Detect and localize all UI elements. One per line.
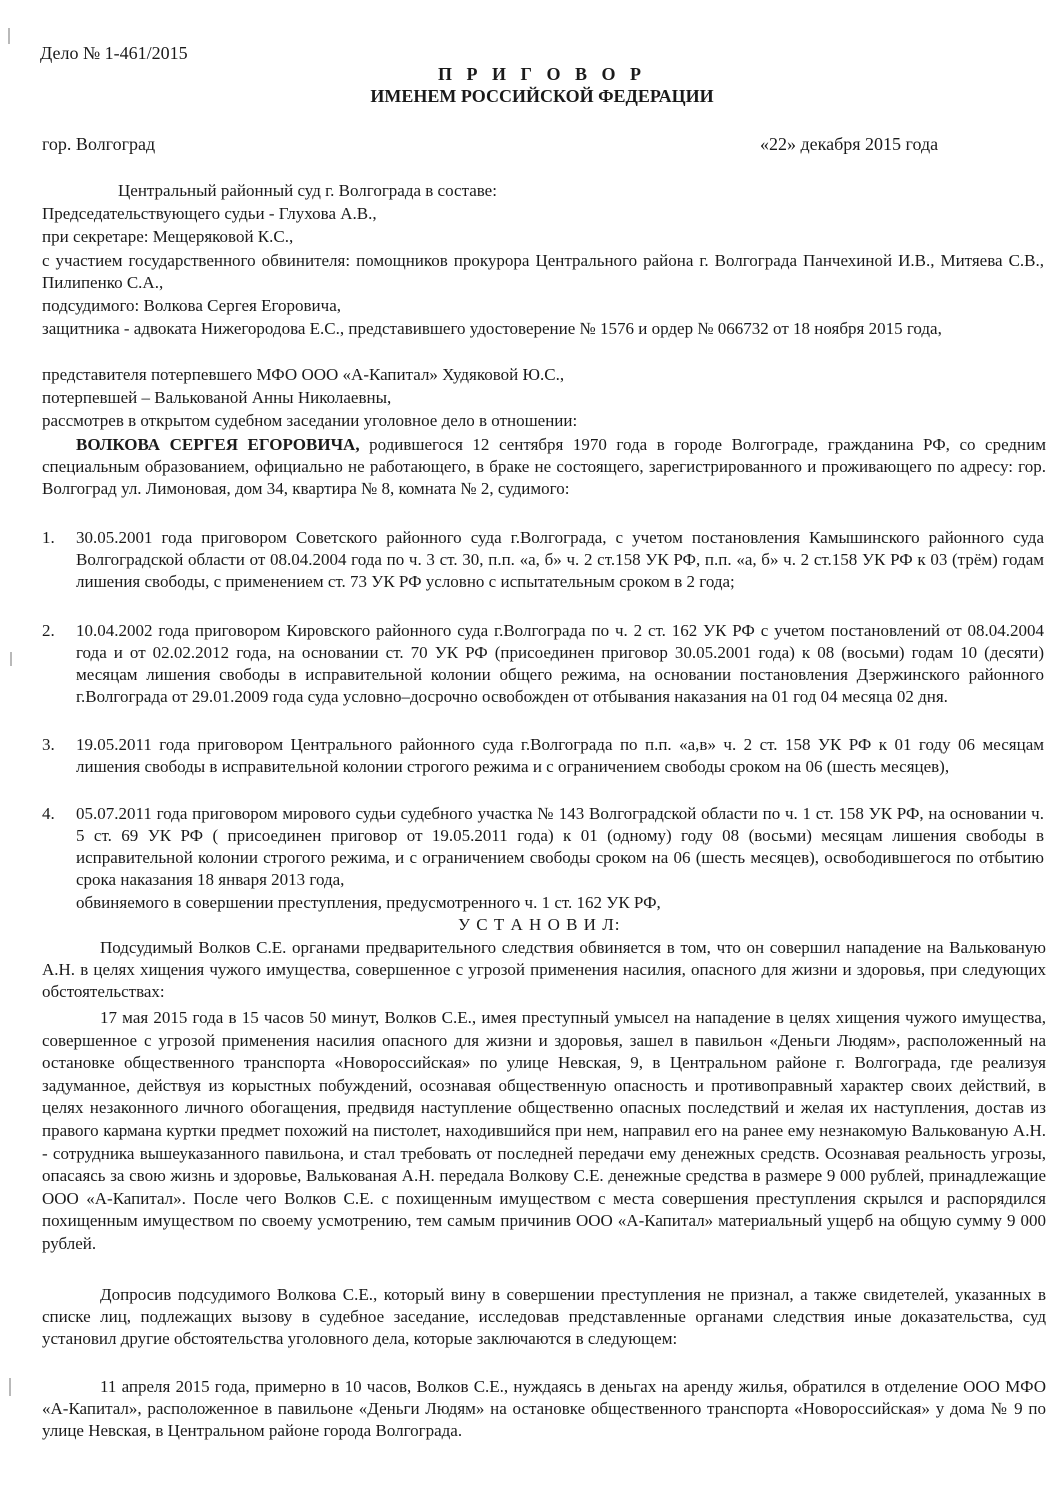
- court-line: при секретаре: Мещеряковой К.С.,: [42, 227, 294, 246]
- court-line: с участием государственного обвинителя: помощников прокурора Центрального района г. Волгограда Панчехиной И.В., Митяева С.В., Пилипенко С.А.,: [42, 251, 1044, 292]
- city: гор. Волгоград: [42, 134, 156, 154]
- scan-mark-top: [8, 28, 10, 44]
- defendant-block: [42, 434, 1046, 500]
- scan-mark-middle: [10, 652, 12, 666]
- case-number: Дело № 1-461/2015: [40, 43, 188, 63]
- court-line: потерпевшей – Валькованой Анны Николаевны,: [42, 388, 392, 407]
- conviction-number: 4.: [42, 804, 55, 823]
- document-date: «22» декабря 2015 года: [760, 134, 939, 154]
- court-line: рассмотрев в открытом судебном заседании уголовное дело в отношении:: [42, 411, 578, 430]
- scan-mark-lower: [9, 1378, 11, 1396]
- document-subtitle: ИМЕНЕМ РОССИЙСКОЙ ФЕДЕРАЦИИ: [370, 86, 714, 106]
- court-line: представителя потерпевшего МФО ООО «А-Капитал» Худяковой Ю.С.,: [42, 365, 565, 384]
- document-title: П Р И Г О В О Р: [438, 64, 646, 84]
- defendant-details: родившегося 12 сентября 1970 года в городе Волгограде, гражданина РФ, со средним специальным образованием, официально не работающего, в браке не состоящего, зарегистрированного и проживающего по адресу: гор. Волгоград ул. Лимоновая, дом 34, квартира № 8, комната № 2, судимого:: [42, 435, 1046, 498]
- conviction-number: 3.: [42, 735, 55, 754]
- established-heading: У С Т А Н О В И Л:: [458, 915, 621, 934]
- paragraph: Подсудимый Волков С.Е. органами предварительного следствия обвиняется в том, что он совершил нападение на Валькованую А.Н. в целях хищения чужого имущества, совершенное с угрозой применения насилия, опасного для жизни и здоровья, при следующих обстоятельствах:: [42, 938, 1046, 1001]
- conviction-text: 30.05.2001 года приговором Советского районного суда г.Волгограда, с учетом постановления Камышинского районного суда Волгоградской области от 08.04.2004 года по ч. 3 ст. 30, п.п. «а, б» ч. 2 ст.158 УК РФ, п.п. «а, б» ч. 2 ст.158 УК РФ к 03 (трём) годам лишения свободы, с применением ст. 73 УК РФ условно с испытательным сроком в 2 года;: [76, 528, 1044, 591]
- court-line: защитника - адвоката Нижегородова Е.С., представившего удостоверение № 1576 и ордер № 066732 от 18 ноября 2015 года,: [42, 319, 942, 338]
- court-line: Председательствующего судьи - Глухова А.В.,: [42, 204, 377, 223]
- conviction-text: 10.04.2002 года приговором Кировского районного суда г.Волгограда по ч. 2 ст. 162 УК РФ с учетом постановлений от 08.04.2004 года и от 02.02.2012 года, на основании ст. 70 УК РФ (присоединен приговор 30.05.2001 года) к 08 (восьми) годам 10 (десяти) месяцам лишения свободы в исправительной колонии общего режима, на основании постановления Дзержинского районного г.Волгограда от 29.01.2009 года суда условно–досрочно освобожден от отбывания наказания на 01 год 04 месяца 02 дня.: [76, 621, 1044, 706]
- conviction-text: 05.07.2011 года приговором мирового судьи судебного участка № 143 Волгоградской области по ч. 1 ст. 158 УК РФ, на основании ч. 5 ст. 69 УК РФ ( присоединен приговор от 19.05.2011 года) к 01 (одному) году 08 (восьми) месяцам лишения свободы в исправительной колонии строгого режима, и с ограничением свободы сроком на 06 (шесть месяцев), освободившегося по отбытию срока наказания 18 января 2013 года,: [76, 804, 1044, 889]
- paragraph: Допросив подсудимого Волкова С.Е., который вину в совершении преступления не признал, а также свидетелей, указанных в списке лиц, подлежащих вызову в судебное заседание, исследовав представленные органами следствия иные доказательства, суд установил другие обстоятельства уголовного дела, которые заключаются в следующем:: [42, 1285, 1046, 1348]
- conviction-text: 19.05.2011 года приговором Центрального районного суда г.Волгограда по п.п. «а,в» ч. 2 ст. 158 УК РФ к 01 году 06 месяцам лишения свободы в исправительной колонии строгого режима и с ограничением свободы сроком на 06 (шесть месяцев),: [76, 735, 1044, 776]
- conviction-number: 2.: [42, 621, 55, 640]
- charge: обвиняемого в совершении преступления, предусмотренного ч. 1 ст. 162 УК РФ,: [76, 893, 661, 912]
- court-line: подсудимого: Волкова Сергея Егоровича,: [42, 296, 341, 315]
- defendant-name: ВОЛКОВА СЕРГЕЯ ЕГОРОВИЧА,: [76, 435, 360, 454]
- court-line: Центральный районный суд г. Волгограда в составе:: [118, 181, 497, 200]
- conviction-number: 1.: [42, 528, 55, 547]
- paragraph: 17 мая 2015 года в 15 часов 50 минут, Волков С.Е., имея преступный умысел на нападение в целях хищения чужого имущества, совершенное с угрозой применения насилия опасного для жизни и здоровья, зашел в павильон «Деньги Людям», расположенный на остановке общественного транспорта «Новороссийская» по улице Невская, 9, в Центральном районе г. Волгограда, где реализуя задуманное, действуя из корыстных побуждений, осознавая общественную опасность и противоправный характер своих действий, в целях незаконного личного обогащения, предвидя наступление общественно опасных последствий и желая их наступления, достав из правого кармана куртки предмет похожий на пистолет, находившийся при нем, направил его на ранее ему незнакомую Валькованую А.Н. - сотрудника вышеуказанного павильона, и стал требовать от последней передачи ему денежных средств. Осознавая реальность угрозы, опасаясь за свою жизнь и здоровье, Валькованая А.Н. передала Волкову С.Е. денежные средства в размере 9 000 рублей, принадлежащие ООО «А-Капитал». После чего Волков С.Е. с похищенным имуществом с места совершения преступления скрылся и распорядился похищенным имуществом по своему усмотрению, тем самым причинив ООО «А-Капитал» материальный ущерб на общую сумму 9 000 рублей.: [42, 1008, 1046, 1253]
- paragraph: 11 апреля 2015 года, примерно в 10 часов, Волков С.Е., нуждаясь в деньгах на аренду жилья, обратился в отделение ООО МФО «А-Капитал», расположенное в павильоне «Деньги Людям» на остановке общественного транспорта «Новороссийская» у дома № 9 по улице Невская, в Центральном районе города Волгограда.: [42, 1377, 1046, 1440]
